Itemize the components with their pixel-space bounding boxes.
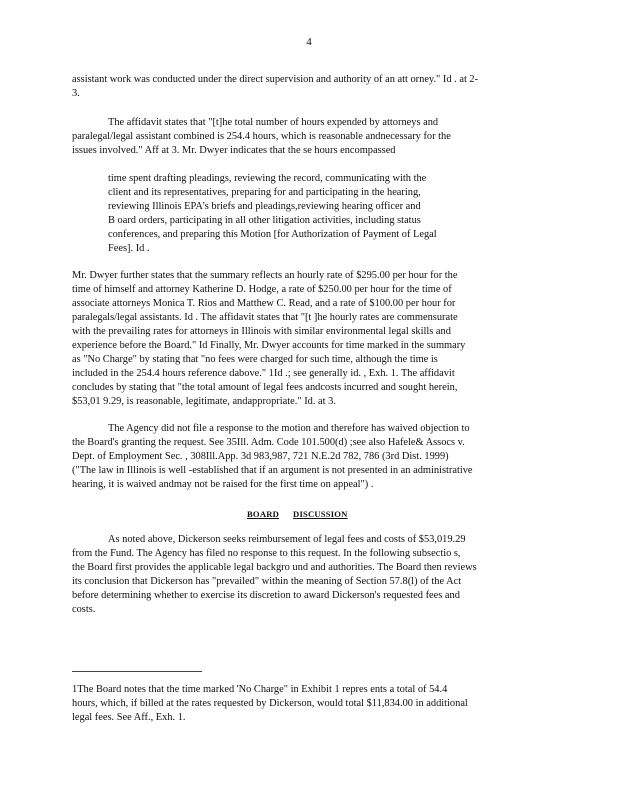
blockquote-line-3: reviewing Illinois EPA's briefs and pleadings,reviewing hearing officer and [108,201,421,212]
para5-line-6: costs. [72,604,96,615]
para3-line-2: time of himself and attorney Katherine D. Hodge, a rate of $250.00 per hour for the time of [72,284,452,295]
para4-line-5: hearing, it is waived andmay not be raised for the first time on appeal") . [72,479,374,490]
para5-line-5: before determining whether to exercise its discretion to award Dickerson's requested fees and [72,590,460,601]
para5-line-2: from the Fund. The Agency has filed no response to this request. In the following subsectio s, [72,548,461,559]
blockquote-line-2: client and its representatives, preparing for and participating in the hearing, [108,187,421,198]
para3-line-3: associate attorneys Monica T. Rios and Matthew C. Read, and a rate of $100.00 per hour for [72,298,456,309]
para3-line-9: concludes by stating that "the total amount of legal fees andcosts incurred and sought herein, [72,382,458,393]
para5-line-4: its conclusion that Dickerson has "prevailed" within the meaning of Section 57.8(l) of the Act [72,576,462,587]
footnote-separator [72,671,202,672]
para5-line-1: As noted above, Dickerson seeks reimbursement of legal fees and costs of $53,019.29 [108,534,466,545]
para2-line-1: The affidavit states that "[t]he total number of hours expended by attorneys and [108,117,439,128]
page-number: 4 [306,36,312,48]
footnote-line-1: 1The Board notes that the time marked 'No Charge" in Exhibit 1 repres ents a total of 54.4 [72,684,448,695]
para3-line-10: $53,01 9.29, is reasonable, legitimate, andappropriate." Id. at 3. [72,396,336,407]
para3-line-7: as "No Charge" by stating that "no fees were charged for such time, although the time is [72,354,438,365]
blockquote-line-5: conferences, and preparing this Motion [for Authorization of Payment of Legal [108,229,437,240]
footnote-line-2: hours, which, if billed at the rates requested by Dickerson, would total $11,834.00 in additional [72,698,468,709]
section-heading [247,509,362,519]
para1-line-2: 3. [72,88,80,99]
para3-line-6: experience before the Board." Id Finally, Mr. Dwyer accounts for time marked in the summary [72,340,466,351]
blockquote-line-1: time spent drafting pleadings, reviewing the record, communicating with the [108,173,427,184]
para3-line-8: included in the 254.4 hours reference dabove." 1Id .; see generally id. , Exh. 1. The affidavit [72,368,455,379]
para4-line-3: Dept. of Employment Sec. , 308Ill.App. 3d 983,987, 721 N.E.2d 782, 786 (3rd Dist. 1999) [72,451,449,462]
blockquote-line-4: B oard orders, participating in all other litigation activities, including status [108,215,421,226]
para2-line-2: paralegal/legal assistant combined is 254.4 hours, which is reasonable andnecessary for the [72,131,451,142]
para3-line-5: with the prevailing rates for attorneys in Illinois with similar environmental legal skills and [72,326,451,337]
heading-word-2: DISCUSSION [293,509,348,519]
para3-line-1: Mr. Dwyer further states that the summary reflects an hourly rate of $295.00 per hour for the [72,270,458,281]
para4-line-2: the Board's granting the request. See 35Ill. Adm. Code 101.500(d) ;see also Hafele& Assocs v. [72,437,465,448]
heading-word-1: BOARD [247,509,280,519]
footnote-line-3: legal fees. See Aff., Exh. 1. [72,712,186,723]
para5-line-3: the Board first provides the applicable legal backgro und and authorities. The Board then reviews [72,562,477,573]
para2-line-3: issues involved." Aff at 3. Mr. Dwyer indicates that the se hours encompassed [72,145,396,156]
para4-line-4: ("The law in Illinois is well -established that if an argument is not presented in an administrative [72,465,473,476]
para4-line-1: The Agency did not file a response to the motion and therefore has waived objection to [108,423,470,434]
blockquote-line-6: Fees]. Id . [108,243,150,254]
para1-line-1: assistant work was conducted under the direct supervision and authority of an att orney." Id . at 2- [72,74,479,85]
para3-line-4: paralegals/legal assistants. Id . The affidavit states that "[t ]he hourly rates are commensurate [72,312,458,323]
